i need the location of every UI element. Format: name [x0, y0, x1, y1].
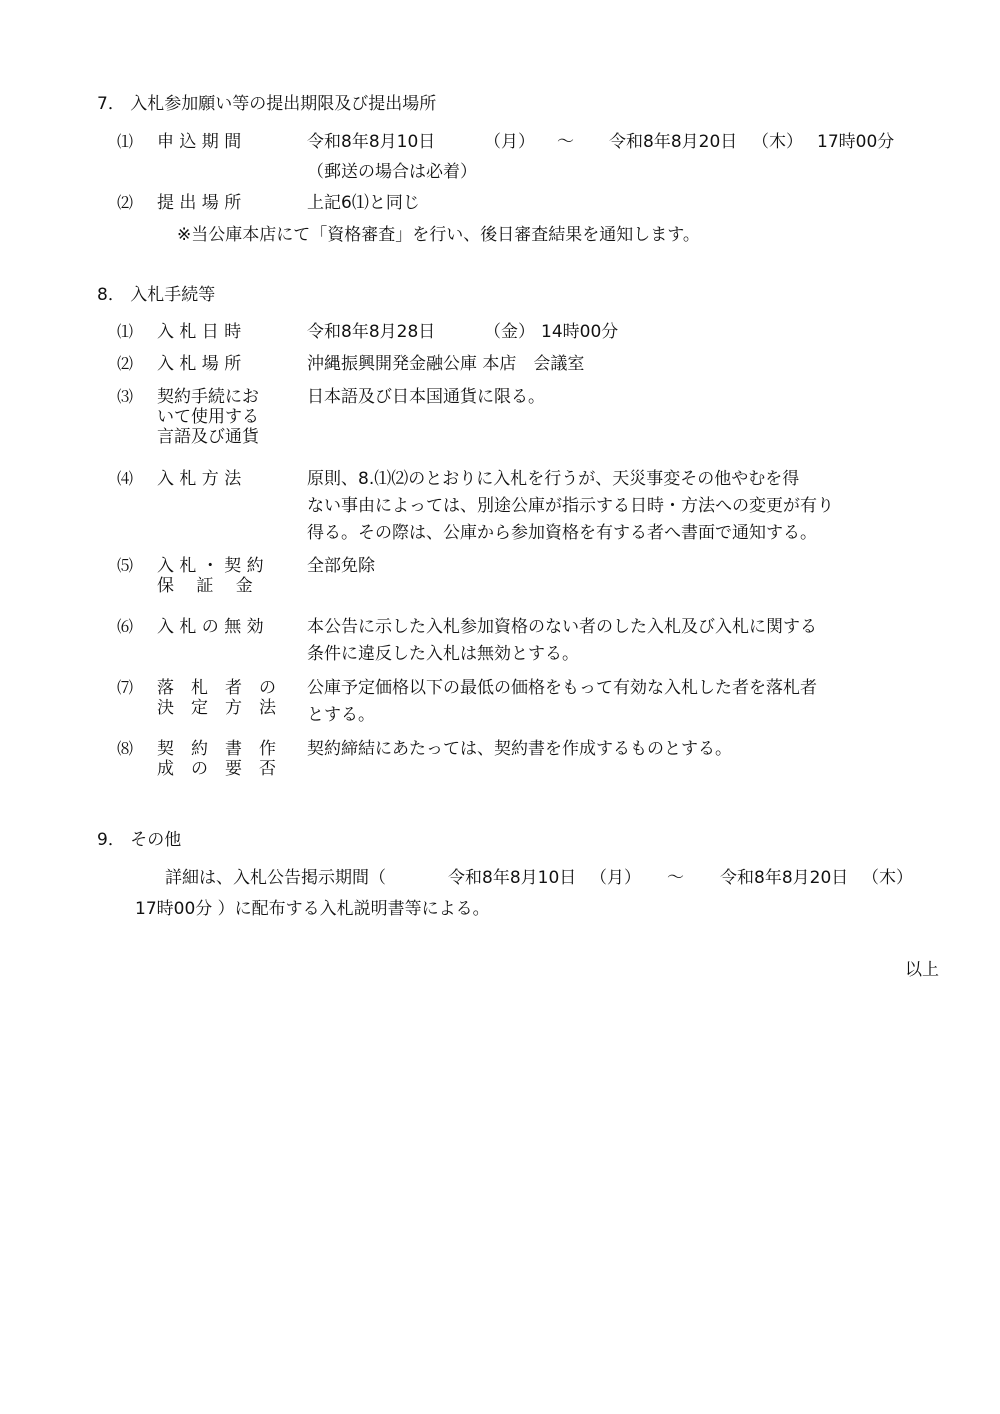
- sec7-item1-day-to: （木）: [752, 132, 803, 152]
- sec8-item1-time: 14時00分: [541, 322, 619, 342]
- sec7-item1-date-from: 令和8年8月10日: [307, 132, 436, 152]
- sec7-item1-date-to: 令和8年8月20日: [609, 132, 738, 152]
- sec8-item7-label-line: 落 札 者 の: [157, 678, 276, 698]
- sec8-item3-label-line: 契約手続にお: [157, 387, 259, 407]
- sec8-item4-value-line: ない事由によっては、別途公庫が指示する日時・方法への変更が有り: [307, 496, 834, 516]
- sec9-line2-text: 17時00分 ）に配布する入札説明書等による。: [135, 899, 490, 919]
- sec8-item7-value: [307, 678, 817, 732]
- sec7-item1-number: ⑴: [117, 132, 134, 151]
- sec8-item8-label-line: 契 約 書 作: [157, 739, 276, 759]
- sec9-line1-text: 詳細は、入札公告掲示期間（: [165, 868, 386, 888]
- sec9-line1-tilde: ～: [667, 868, 684, 888]
- sec7-item2-value: 上記6⑴と同じ: [307, 193, 420, 213]
- closing-text: 以上: [905, 960, 939, 980]
- sec8-item7-label: [157, 678, 276, 718]
- sec8-item1-label: 入 札 日 時: [157, 322, 242, 342]
- sec8-item1-number: ⑴: [117, 322, 134, 341]
- sec7-item2-label: 提 出 場 所: [157, 193, 242, 213]
- sec8-item6-value-line: 本公告に示した入札参加資格のない者のした入札及び入札に関する: [307, 617, 817, 637]
- sec7-item1-day-from: （月）: [484, 132, 535, 152]
- sec8-item4-label: 入 札 方 法: [157, 469, 242, 489]
- sec7-item1-label: 申 込 期 間: [157, 132, 242, 152]
- sec8-item2-number: ⑵: [117, 354, 134, 373]
- sec8-item8-number: ⑻: [117, 739, 134, 758]
- sec8-item5-value: 全部免除: [307, 556, 375, 576]
- sec8-item7-label-line: 決 定 方 法: [157, 698, 276, 718]
- sec7-notice: ※当公庫本店にて「資格審査」を行い、後日審査結果を通知します。: [177, 225, 700, 245]
- sec8-item4-value-line: 得る。その際は、公庫から参加資格を有する者へ書面で通知する。: [307, 523, 817, 543]
- sec8-item7-value-line: 公庫予定価格以下の最低の価格をもって有効な入札した者を落札者: [307, 678, 817, 698]
- sec8-item8-label: [157, 739, 276, 779]
- sec8-item5-number: ⑸: [117, 556, 134, 575]
- sec8-item2-value: 沖縄振興開発金融公庫 本店 会議室: [307, 354, 585, 374]
- sec8-item4-value-line: 原則、8.⑴⑵のとおりに入札を行うが、天災事変その他やむを得: [307, 469, 800, 489]
- sec8-item3-label: [157, 387, 259, 447]
- sec8-item3-label-line: 言語及び通貨: [157, 427, 259, 447]
- sec7-item2-number: ⑵: [117, 193, 134, 212]
- sec8-item3-number: ⑶: [117, 387, 134, 406]
- section-7-heading: 7． 入札参加願い等の提出期限及び提出場所: [97, 94, 437, 114]
- section-9-heading: 9． その他: [97, 830, 182, 850]
- sec8-item1-day: （金）: [484, 322, 535, 342]
- sec9-line1-day-to: （木）: [862, 868, 913, 888]
- sec7-item1-note: （郵送の場合は必着）: [307, 162, 477, 182]
- sec8-item3-value: 日本語及び日本国通貨に限る。: [307, 387, 545, 407]
- sec8-item2-label: 入 札 場 所: [157, 354, 242, 374]
- sec8-item5-label: [157, 556, 264, 596]
- sec8-item4-value: [307, 469, 834, 550]
- sec7-item1-tilde: ～: [557, 132, 574, 152]
- sec9-line1-date-from: 令和8年8月10日: [448, 868, 577, 888]
- section-8-heading: 8． 入札手続等: [97, 285, 216, 305]
- sec8-item6-label: 入 札 の 無 効: [157, 617, 264, 637]
- sec9-line1-day-from: （月）: [590, 868, 641, 888]
- sec8-item4-number: ⑷: [117, 469, 134, 488]
- sec8-item8-value: 契約締結にあたっては、契約書を作成するものとする。: [307, 739, 732, 759]
- sec8-item8-label-line: 成 の 要 否: [157, 759, 276, 779]
- sec8-item7-number: ⑺: [117, 678, 134, 697]
- sec9-line1-date-to: 令和8年8月20日: [720, 868, 849, 888]
- sec8-item6-number: ⑹: [117, 617, 134, 636]
- sec8-item5-label-line: 保 証 金: [157, 576, 253, 596]
- sec7-item1-time: 17時00分: [817, 132, 895, 152]
- sec8-item3-label-line: いて使用する: [157, 407, 259, 427]
- sec8-item6-value: [307, 617, 817, 671]
- sec8-item1-date: 令和8年8月28日: [307, 322, 436, 342]
- sec8-item7-value-line: とする。: [307, 705, 375, 725]
- sec8-item6-value-line: 条件に違反した入札は無効とする。: [307, 644, 579, 664]
- sec8-item5-label-line: 入 札 ・ 契 約: [157, 556, 264, 576]
